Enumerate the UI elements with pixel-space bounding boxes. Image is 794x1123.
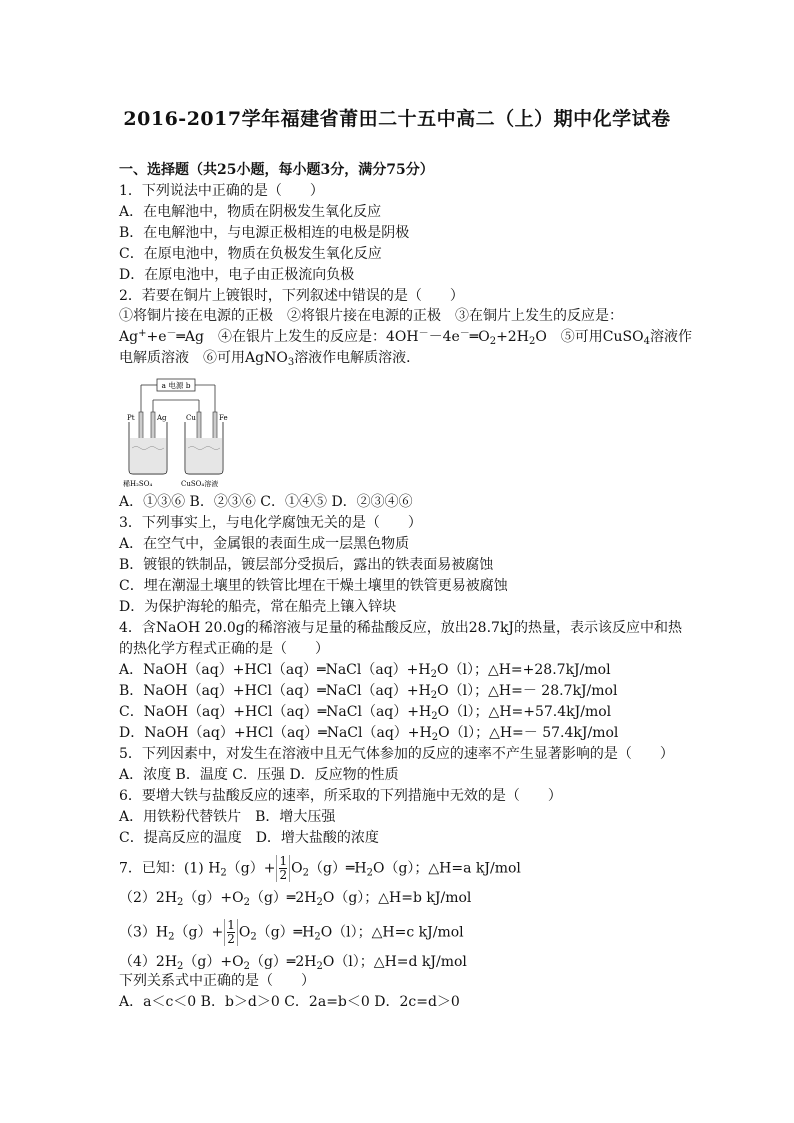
left-solution-label: 稀H₂SO₄ bbox=[123, 480, 153, 488]
q5-stem: 5．下列因素中，对发生在溶液中且无气体参加的反应的速率不产生显著影响的是（ ） bbox=[119, 746, 674, 762]
q6-stem: 6．要增大铁与盐酸反应的速率，所采取的下列措施中无效的是（ ） bbox=[119, 788, 562, 804]
q7-equation-4: $(4)2H_2(g)+O_2(g)═2H_2O(l)$；△H=d kJ/mol bbox=[119, 954, 467, 972]
q6-options-ab: A．用铁粉代替铁片 B．增大压强 bbox=[119, 809, 336, 825]
q2-statement-line1: ①将铜片接在电源的正极 ②将银片接在电源的正极 ③在铜片上发生的反应是： bbox=[119, 308, 623, 324]
q1-option-a: A．在电解池中，物质在阴极发生氧化反应 bbox=[119, 204, 382, 220]
q7-options: A．a＜c＜0 B．b＞d＞0 C．2a=b＜0 D．2c=d＞0 bbox=[119, 994, 460, 1010]
q2-options: A．①③⑥ B．②③⑥ C．①④⑤ D．②③④⑥ bbox=[119, 494, 413, 510]
q4-option-d: D．$NaOH(aq)+HCl(aq)═NaCl(aq)+H_2O(l)$；△H=－ 57.4kJ/mol bbox=[119, 725, 619, 743]
q1-option-c: C．在原电池中，物质在负极发生氧化反应 bbox=[119, 246, 382, 262]
q7-question: 下列关系式中正确的是（ ） bbox=[119, 973, 315, 989]
electrode-pt-label: Pt bbox=[127, 414, 135, 422]
q3-stem: 3．下列事实上，与电化学腐蚀无关的是（ ） bbox=[119, 515, 422, 531]
electrolysis-apparatus-figure bbox=[119, 378, 249, 490]
right-solution-label: CuSO₄溶液 bbox=[181, 480, 219, 488]
q4-stem-line2: 的热化学方程式正确的是（ ） bbox=[119, 641, 329, 657]
q4-option-c: C．$NaOH(aq)+HCl(aq)═NaCl(aq)+H_2O(l)$；△H=+57.4kJ/mol bbox=[119, 704, 612, 722]
q4-option-b: B．$NaOH(aq)+HCl(aq)═NaCl(aq)+H_2O(l)$；△H=－ 28.7kJ/mol bbox=[119, 683, 618, 701]
q2-statement-line3: 电解质溶液 ⑥可用AgNO$_3$溶液作电解质溶液． bbox=[119, 350, 421, 368]
q4-stem-line1: 4．含NaOH 20.0g的稀溶液与足量的稀盐酸反应，放出28.7kJ的热量，表示该反应中和热 bbox=[119, 620, 683, 636]
q4-option-a: A．$NaOH(aq)+HCl(aq)═NaCl(aq)+H_2O(l)$；△H=+28.7kJ/mol bbox=[119, 662, 611, 680]
q3-option-b: B．镀银的铁制品，镀层部分受损后，露出的铁表面易被腐蚀 bbox=[119, 557, 494, 573]
q6-options-cd: C．提高反应的温度 D．增大盐酸的浓度 bbox=[119, 830, 379, 846]
electrode-fe-label: Fe bbox=[219, 414, 228, 422]
electrode-ag-label: Ag bbox=[157, 414, 167, 422]
q1-option-d: D．在原电池中，电子由正极流向负极 bbox=[119, 267, 355, 283]
q3-option-d: D．为保护海轮的船壳，常在船壳上镶入锌块 bbox=[119, 599, 397, 615]
q3-option-a: A．在空气中，金属银的表面生成一层黑色物质 bbox=[119, 536, 410, 552]
electrode-cu-label: Cu bbox=[186, 414, 196, 422]
fraction-one-half: $\frac{1}{2}$ bbox=[224, 919, 238, 946]
section-heading: 一、选择题（共25小题，每小题3分，满分75分） bbox=[119, 162, 434, 178]
q1-stem: 1．下列说法中正确的是（ ） bbox=[119, 183, 324, 199]
q3-option-c: C．埋在潮湿土壤里的铁管比埋在干燥土壤里的铁管更易被腐蚀 bbox=[119, 578, 508, 594]
q2-stem: 2．若要在铜片上镀银时，下列叙述中错误的是（ ） bbox=[119, 288, 464, 304]
page-title: 2016-2017学年福建省莆田二十五中高二（上）期中化学试卷 bbox=[123, 108, 671, 130]
q7-equation-2: $(2)2H_2(g)+O_2(g)═2H_2O(g)$；△H=b kJ/mol bbox=[119, 890, 472, 908]
q7-equation-3: $(3)H_2(g)+$ $\frac{1}{2}$ $O_2(g)═H_2O(l)$；△H=c kJ/mol bbox=[119, 918, 464, 946]
q1-option-b: B．在电解池中，与电源正极相连的电极是阴极 bbox=[119, 225, 410, 241]
q7-equation-1: 7．已知：(1) $H_2(g)+$ $\frac{1}{2}$ $O_2(g)═H_2O(g)$；△H=a kJ/mol bbox=[119, 854, 521, 882]
q2-statement-line2: Ag++e－═Ag ④在银片上发生的反应是：$4OH^--4e^-═O_2+2H_2O$ ⑤可用CuSO$_4$溶液作 bbox=[119, 328, 692, 347]
power-source-label: a 电源 b bbox=[161, 381, 191, 390]
q5-options: A．浓度 B．温度 C．压强 D．反应物的性质 bbox=[119, 767, 399, 783]
fraction-one-half: $\frac{1}{2}$ bbox=[276, 855, 290, 882]
